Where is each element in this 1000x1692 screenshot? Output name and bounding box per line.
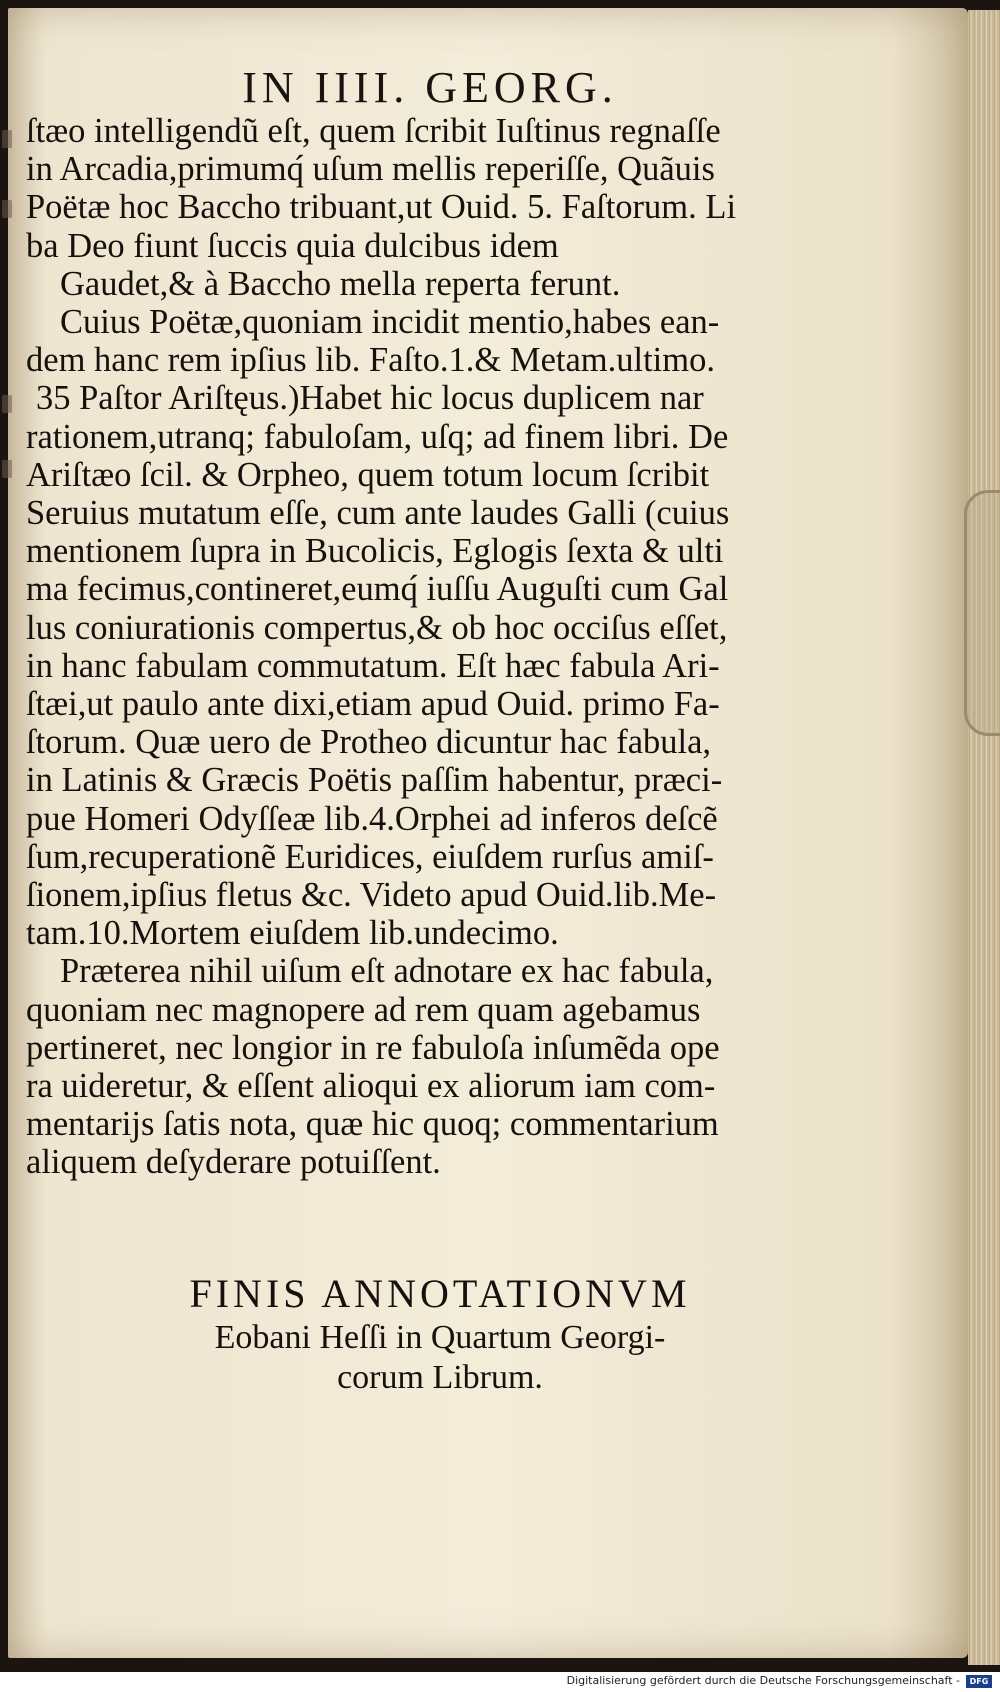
text-line: rationem,utranq; fabuloſam, uſq; ad finem libri. De (26, 417, 729, 456)
colophon-line: corum Librum. (337, 1359, 543, 1396)
text-line: ſtorum. Quæ uero de Protheo dicuntur hac fabula, (26, 723, 712, 762)
body-text (26, 112, 834, 1182)
text-line: Cuius Poëtæ,quoniam incidit mentio,habes ean- (60, 303, 720, 342)
text-line: in Arcadia,primumq́ uſum mellis reperiſſe, Quãuis (26, 150, 715, 189)
text-line: in hanc fabulam commutatum. Eſt hæc fabula Ari- (26, 646, 720, 685)
margin-mark (2, 395, 12, 413)
text-line: mentionem ſupra in Bucolicis, Eglogis ſexta & ulti (26, 532, 724, 571)
colophon-line: Eobani Heſſi in Quartum Georgi- (214, 1319, 666, 1356)
text-line: tam.10.Mortem eiuſdem lib.undecimo. (26, 914, 559, 953)
footer-bar (0, 1672, 1000, 1692)
text-line: Poëtæ hoc Baccho tribuant,ut Ouid. 5. Faſtorum. Li (26, 188, 737, 227)
text-line: pertineret, nec longior in re fabuloſa inſumẽda ope (26, 1028, 720, 1067)
text-line: aliquem deſyderare potuiſſent. (26, 1143, 441, 1182)
page-fore-edge (968, 10, 1000, 1665)
book-clasp (964, 490, 1000, 736)
text-line: 35 Paſtor Ariſtęus.)Habet hic locus duplicem nar (36, 379, 704, 418)
dfg-logo-icon: DFG (966, 1675, 992, 1688)
text-line: Ariſtæo ſcil. & Orpheo, quem totum locum ſcribit (26, 455, 710, 494)
text-line: ſum,recuperationẽ Euridices, eiuſdem rurſus amiſ- (26, 837, 714, 876)
margin-mark (2, 130, 12, 148)
text-line: in Latinis & Græcis Poëtis paſſim habentur, præci- (26, 761, 723, 800)
text-line: Præterea nihil uiſum eſt adnotare ex hac fabula, (60, 952, 714, 991)
text-line: ſionem,ipſius fletus &c. Videto apud Ouid.lib.Me- (26, 876, 717, 915)
text-line: ſtæi,ut paulo ante dixi,etiam apud Ouid. primo Fa- (26, 685, 720, 724)
text-line: ſtæo intelligendũ eſt, quem ſcribit Iuſtinus regnaſſe (26, 112, 721, 150)
text-line: mentarijs ſatis nota, quæ hic quoq; commentarium (26, 1105, 719, 1144)
text-line: Gaudet,& à Baccho mella reperta ferunt. (60, 264, 621, 303)
text-line: pue Homeri Odyſſeæ lib.4.Orphei ad inferos deſcẽ (26, 799, 718, 838)
colophon-title: FINIS ANNOTATIONVM (189, 1271, 691, 1316)
running-head: IN IIII. GEORG. (242, 63, 618, 112)
text-line: ba Deo fiunt ſuccis quia dulcibus idem (26, 226, 559, 265)
text-line: dem hanc rem ipſius lib. Faſto.1.& Metam.ultimo. (26, 341, 715, 380)
margin-mark (2, 460, 12, 478)
footer-credit: Digitalisierung gefördert durch die Deutsche Forschungsgemeinschaft - (566, 1674, 960, 1687)
text-line: quoniam nec magnopere ad rem quam agebamus (26, 990, 701, 1029)
text-line: ma fecimus,contineret,eumq́ iuſſu Auguſti cum Gal (26, 570, 729, 609)
text-line: ra uideretur, & eſſent alioqui ex aliorum iam com- (26, 1067, 716, 1106)
text-line: Seruius mutatum eſſe, cum ante laudes Galli (cuius (26, 494, 730, 533)
colophon (110, 1270, 770, 1398)
text-line: lus coniurationis compertus,& ob hoc occiſus eſſet, (26, 608, 728, 647)
margin-mark (2, 200, 12, 218)
